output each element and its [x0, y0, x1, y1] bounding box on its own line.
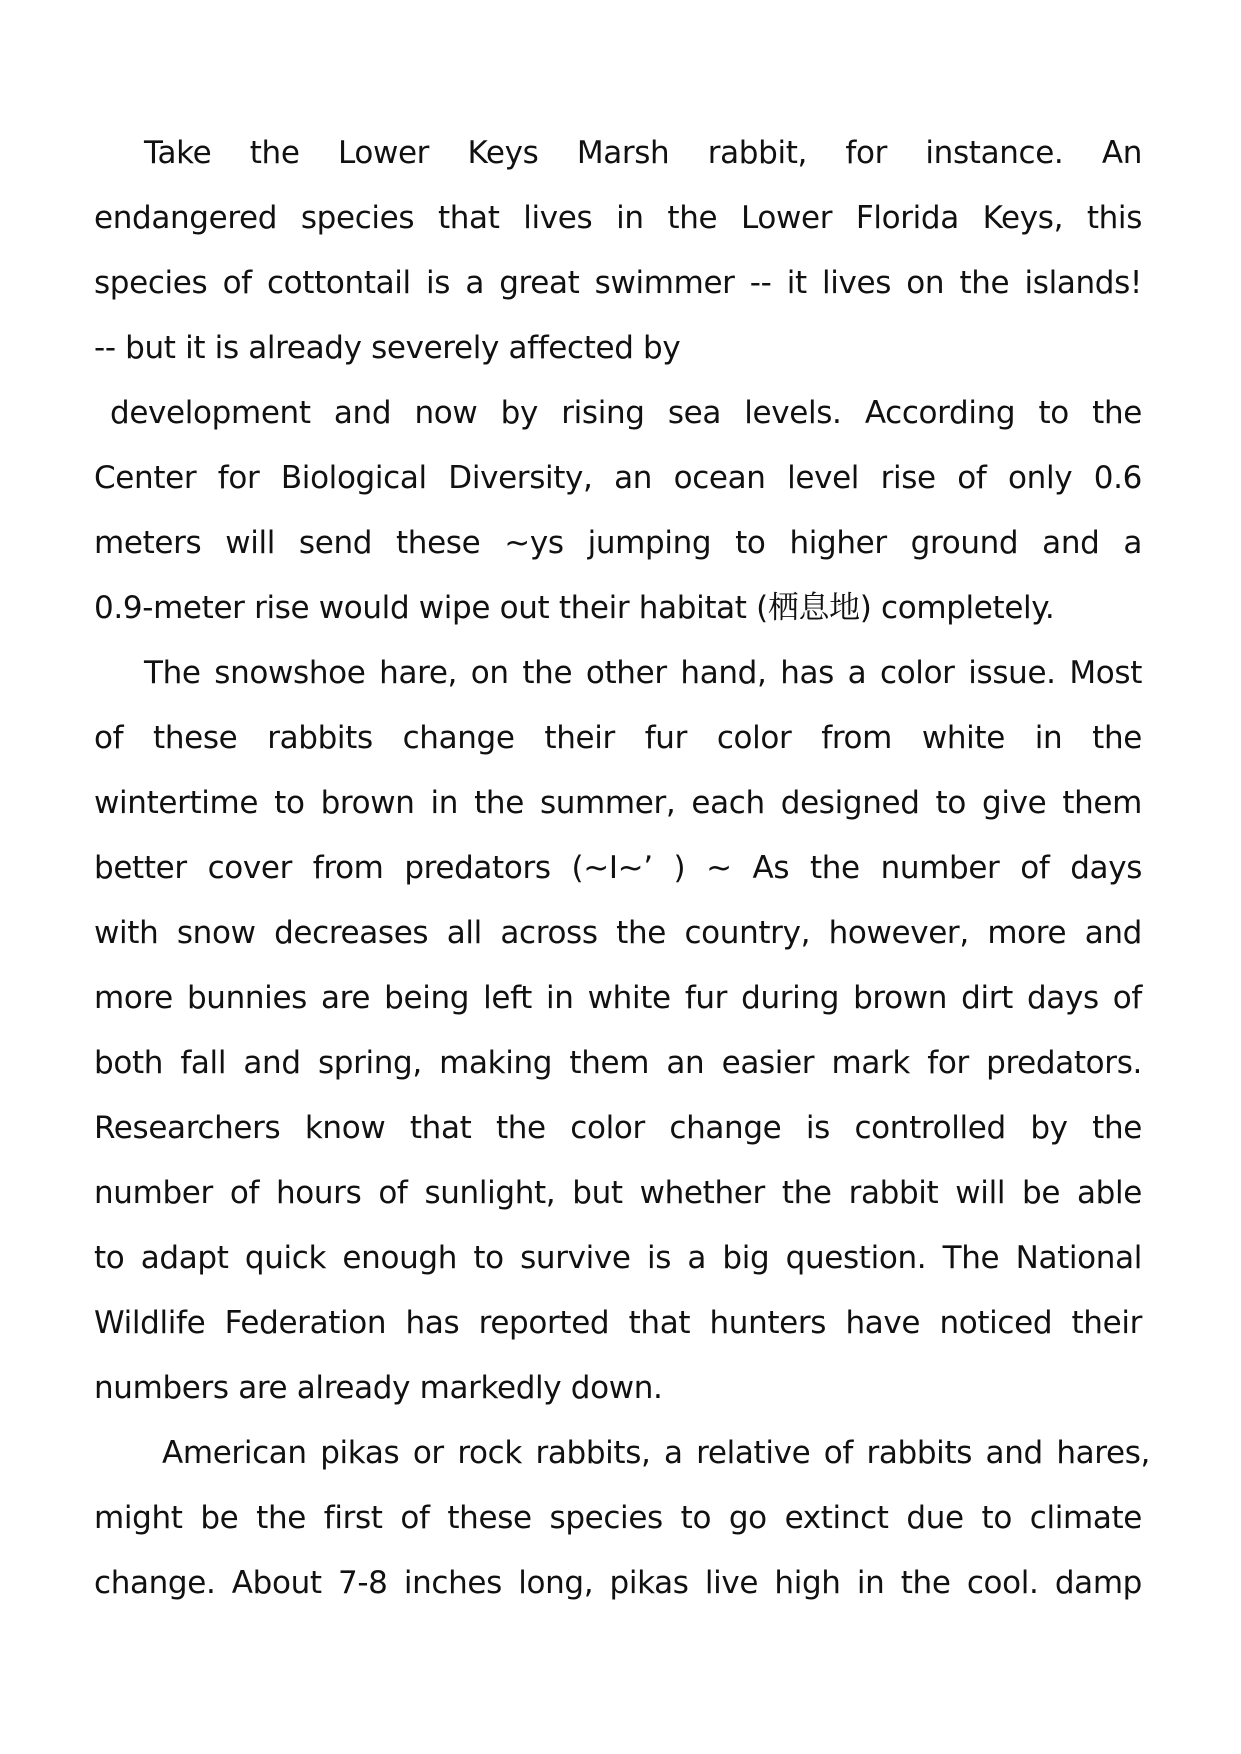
text-line: both fall and spring, making them an easier mark for predators. [94, 1045, 1142, 1081]
text-line: The snowshoe hare, on the other hand, has a color issue. Most [144, 655, 1142, 691]
text-line: development and now by rising sea levels. According to the [110, 395, 1142, 431]
paragraph-sea-levels [94, 381, 1142, 641]
document-page [94, 121, 1150, 1616]
paragraph-marsh-rabbit-intro [94, 121, 1142, 381]
text-line: American pikas or rock rabbits, a relative of rabbits and hares, [162, 1435, 1150, 1471]
text-line: number of hours of sunlight, but whether the rabbit will be able [94, 1175, 1142, 1211]
text-line: meters will send these ~ys jumping to higher ground and a [94, 525, 1142, 561]
text-line: Take the Lower Keys Marsh rabbit, for instance. An [144, 135, 1142, 171]
text-line: Wildlife Federation has reported that hunters have noticed their [94, 1305, 1142, 1341]
text-line: numbers are already markedly down. [94, 1370, 663, 1406]
text-line: Researchers know that the color change is controlled by the [94, 1110, 1142, 1146]
text-line: endangered species that lives in the Lower Florida Keys, this [94, 200, 1142, 236]
text-line: Center for Biological Diversity, an ocean level rise of only 0.6 [94, 460, 1142, 496]
text-line: species of cottontail is a great swimmer -- it lives on the islands! [94, 265, 1142, 301]
text-line: 0.9-meter rise would wipe out their habitat (栖息地) completely. [94, 590, 1055, 626]
text-line: more bunnies are being left in white fur during brown dirt days of [94, 980, 1142, 1016]
text-line: to adapt quick enough to survive is a big question. The National [94, 1240, 1142, 1276]
paragraph-snowshoe-hare [94, 641, 1142, 1421]
text-line: of these rabbits change their fur color from white in the [94, 720, 1142, 756]
text-line: wintertime to brown in the summer, each designed to give them [94, 785, 1142, 821]
text-line: change. About 7-8 inches long, pikas live high in the cool. damp [94, 1565, 1142, 1601]
text-line: might be the first of these species to go extinct due to climate [94, 1500, 1142, 1536]
text-line: better cover from predators (~I~’ ) ~ As the number of days [94, 850, 1142, 886]
paragraph-american-pikas [94, 1421, 1150, 1616]
text-line: -- but it is already severely affected by [94, 330, 681, 366]
text-line: with snow decreases all across the country, however, more and [94, 915, 1142, 951]
